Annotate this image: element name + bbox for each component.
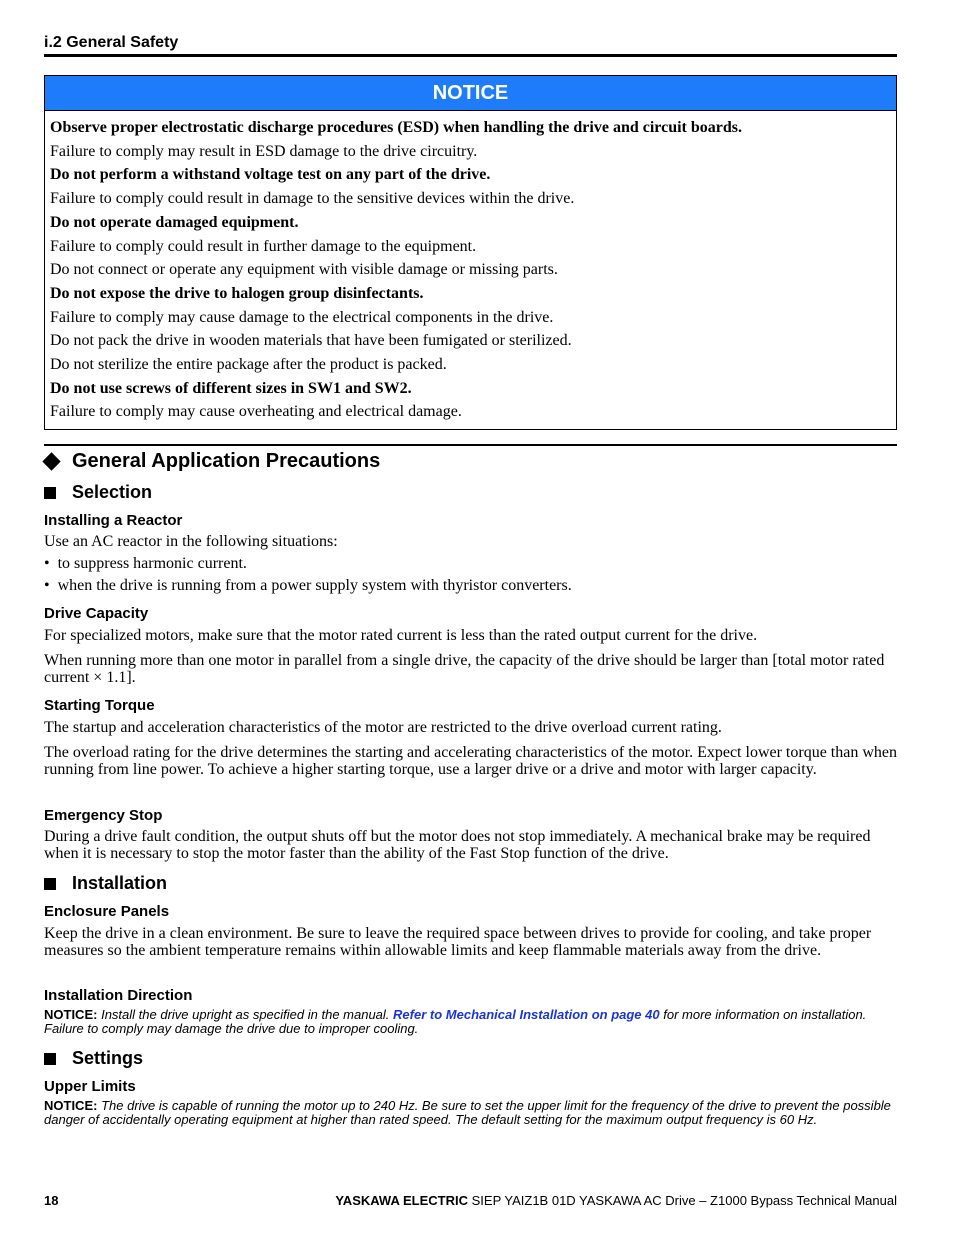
capacity-heading: Drive Capacity — [44, 605, 149, 622]
reactor-intro: Use an AC reactor in the following situations: — [44, 533, 338, 550]
selection-heading — [44, 482, 152, 503]
selection-title: Selection — [72, 482, 153, 502]
list-item: • to suppress harmonic current. — [44, 555, 247, 572]
notice-line: Failure to comply may cause damage to the electrical components in the drive. — [50, 308, 554, 326]
reactor-heading: Installing a Reactor — [44, 512, 183, 529]
notice-label: NOTICE: — [44, 1098, 98, 1113]
footer-doc-title: SIEP YAIZ1B 01D YASKAWA AC Drive – Z1000 Bypass Technical Manual — [471, 1193, 897, 1208]
footer-doc-info — [335, 1193, 897, 1208]
list-item-text: when the drive is running from a power supply system with thyristor converters. — [57, 577, 572, 594]
notice-line: Do not connect or operate any equipment with visible damage or missing parts. — [50, 261, 558, 279]
mechanical-installation-link[interactable]: Refer to Mechanical Installation on page 40 — [393, 1007, 660, 1022]
notice-line: Do not perform a withstand voltage test on any part of the drive. — [50, 166, 491, 184]
estop-paragraph: During a drive fault condition, the output shuts off but the motor does not stop immediately. A mechanical brake may be required when it is necessary to stop the motor faster than the ability of the Fast Stop function of the drive. — [44, 828, 871, 862]
notice-line: Failure to comply may result in ESD damage to the drive circuitry. — [50, 142, 478, 160]
section-rule — [44, 444, 897, 446]
installation-title: Installation — [72, 873, 168, 893]
direction-notice-text: Install the drive upright as specified in the manual. — [101, 1007, 390, 1022]
installation-heading — [44, 873, 167, 894]
notice-line: Failure to comply could result in further damage to the equipment. — [50, 237, 477, 255]
direction-heading: Installation Direction — [44, 987, 193, 1004]
square-bullet-icon — [44, 1053, 56, 1065]
diamond-icon — [42, 452, 60, 470]
notice-line: Observe proper electrostatic discharge procedures (ESD) when handling the drive and circuit boards. — [50, 119, 742, 136]
page-number: 18 — [44, 1193, 59, 1208]
direction-notice-text-after: for more information on installation. Failure to comply may damage the drive due to improper cooling. — [44, 1007, 867, 1036]
section-header: i.2 General Safety — [44, 34, 179, 51]
settings-heading — [44, 1048, 143, 1069]
notice-line: Failure to comply could result in damage to the sensitive devices within the drive. — [50, 190, 575, 208]
upper-limits-notice — [44, 1099, 897, 1127]
estop-heading: Emergency Stop — [44, 807, 163, 824]
capacity-paragraph-2: When running more than one motor in parallel from a single drive, the capacity of the drive should be larger than [total motor rated current × 1.1]. — [44, 652, 885, 686]
notice-body — [45, 111, 896, 424]
footer-brand: YASKAWA ELECTRIC — [335, 1193, 468, 1208]
upper-limits-heading: Upper Limits — [44, 1078, 136, 1095]
square-bullet-icon — [44, 878, 56, 890]
notice-line: Do not expose the drive to halogen group disinfectants. — [50, 284, 424, 302]
upper-limits-text: The drive is capable of running the motor up to 240 Hz. Be sure to set the upper limit for the frequency of the drive to prevent the possible danger of accidentally operating equipment at higher than rated speed. The default setting for the maximum output frequency is 60 Hz. — [44, 1098, 891, 1127]
list-item-text: to suppress harmonic current. — [57, 555, 247, 572]
settings-title: Settings — [72, 1048, 144, 1068]
capacity-paragraph-1: For specialized motors, make sure that the motor rated current is less than the rated output current for the drive. — [44, 627, 758, 644]
list-item: • when the drive is running from a power supply system with thyristor converters. — [44, 577, 572, 594]
torque-paragraph-1: The startup and acceleration characteristics of the motor are restricted to the drive overload current rating. — [44, 719, 722, 736]
precautions-heading — [42, 450, 380, 473]
notice-line: Do not sterilize the entire package after the product is packed. — [50, 356, 447, 374]
notice-line: Do not operate damaged equipment. — [50, 213, 299, 231]
enclosure-paragraph: Keep the drive in a clean environment. Be sure to leave the required space between drives to provide for cooling, and take proper measures so the ambient temperature remains within allowable limits and keep flammable materials away from the drive. — [44, 925, 872, 959]
header-rule — [44, 54, 897, 57]
notice-title: NOTICE — [45, 76, 896, 111]
notice-box — [44, 75, 897, 430]
notice-line: Do not use screws of different sizes in SW1 and SW2. — [50, 379, 412, 397]
notice-line: Do not pack the drive in wooden materials that have been fumigated or sterilized. — [50, 332, 572, 350]
torque-paragraph-2: The overload rating for the drive determines the starting and accelerating characteristics of the motor. Expect lower torque than when running from line power. To achieve a higher starting torque, use a larger drive or a drive and motor with larger capacity. — [44, 744, 897, 778]
enclosure-heading: Enclosure Panels — [44, 903, 170, 920]
direction-notice — [44, 1008, 897, 1036]
square-bullet-icon — [44, 487, 56, 499]
notice-line: Failure to comply may cause overheating and electrical damage. — [50, 403, 462, 421]
torque-heading: Starting Torque — [44, 697, 155, 714]
precautions-title: General Application Precautions — [72, 450, 381, 472]
notice-label: NOTICE: — [44, 1007, 98, 1022]
